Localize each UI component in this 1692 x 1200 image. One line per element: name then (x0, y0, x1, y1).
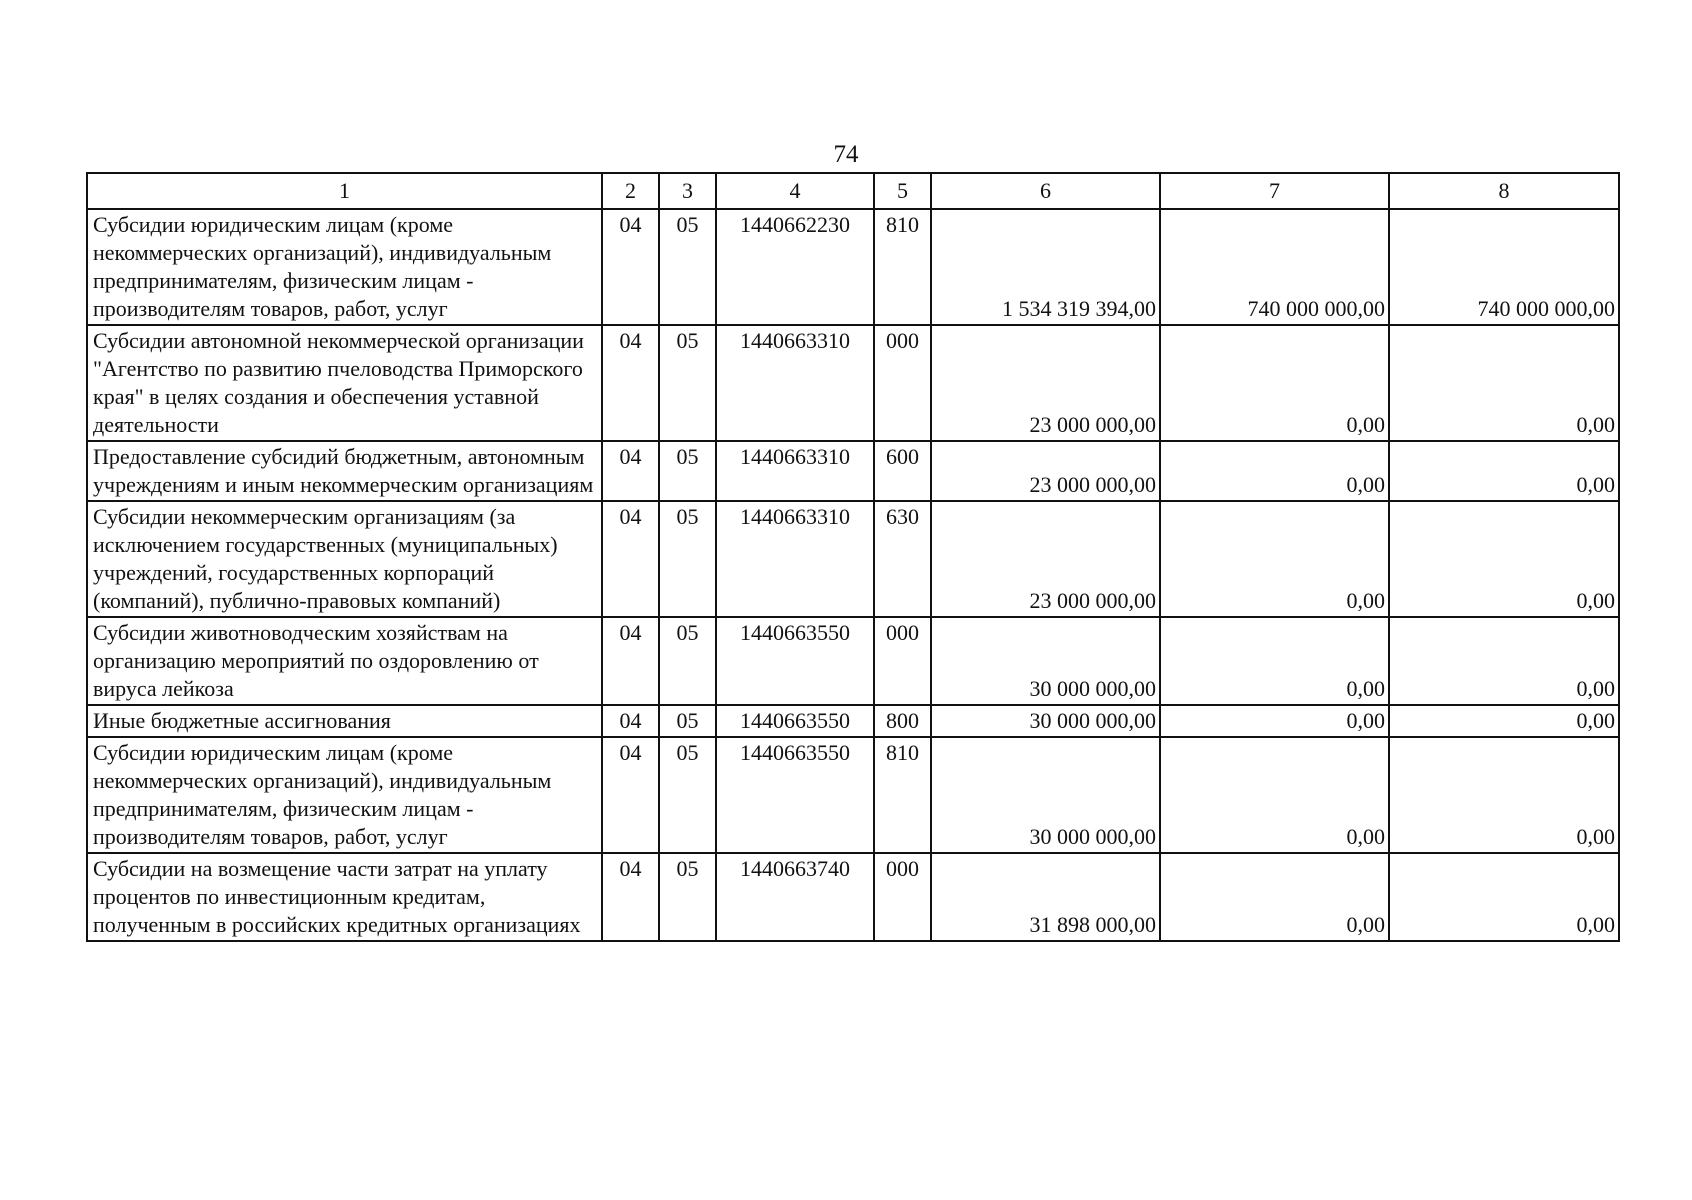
row-target-code: 1440663310 (716, 501, 874, 617)
row-section: 04 (602, 441, 659, 501)
row-amount-7: 0,00 (1160, 737, 1389, 853)
table-row (87, 617, 1619, 705)
row-section: 04 (602, 501, 659, 617)
table-row (87, 501, 1619, 617)
header-cell-8: 8 (1389, 173, 1619, 209)
row-subsection: 05 (659, 705, 716, 737)
table-row (87, 737, 1619, 853)
row-expense-type: 600 (874, 441, 931, 501)
row-name: Субсидии животноводческим хозяйствам на организацию мероприятий по оздоровлению от вируса лейкоза (87, 617, 602, 705)
row-expense-type: 630 (874, 501, 931, 617)
row-target-code: 1440663550 (716, 705, 874, 737)
row-expense-type: 000 (874, 617, 931, 705)
row-amount-8: 0,00 (1389, 501, 1619, 617)
row-amount-6: 23 000 000,00 (931, 325, 1160, 441)
row-subsection: 05 (659, 325, 716, 441)
row-amount-6: 1 534 319 394,00 (931, 209, 1160, 325)
row-target-code: 1440662230 (716, 209, 874, 325)
row-amount-6: 23 000 000,00 (931, 441, 1160, 501)
row-target-code: 1440663310 (716, 441, 874, 501)
row-amount-6: 30 000 000,00 (931, 705, 1160, 737)
row-subsection: 05 (659, 441, 716, 501)
row-expense-type: 810 (874, 209, 931, 325)
row-name: Субсидии некоммерческим организациям (за исключением государственных (муниципальных) учреждений, государственных корпораций (компаний), публично-правовых компаний) (87, 501, 602, 617)
row-amount-7: 0,00 (1160, 853, 1389, 941)
table-row (87, 325, 1619, 441)
row-target-code: 1440663310 (716, 325, 874, 441)
row-subsection: 05 (659, 209, 716, 325)
row-amount-7: 0,00 (1160, 501, 1389, 617)
header-cell-2: 2 (602, 173, 659, 209)
row-section: 04 (602, 853, 659, 941)
row-target-code: 1440663550 (716, 737, 874, 853)
table-row (87, 209, 1619, 325)
row-expense-type: 800 (874, 705, 931, 737)
row-target-code: 1440663740 (716, 853, 874, 941)
table-row (87, 441, 1619, 501)
row-amount-6: 23 000 000,00 (931, 501, 1160, 617)
row-subsection: 05 (659, 737, 716, 853)
row-amount-7: 740 000 000,00 (1160, 209, 1389, 325)
header-cell-7: 7 (1160, 173, 1389, 209)
row-expense-type: 000 (874, 325, 931, 441)
table-row (87, 705, 1619, 737)
row-amount-8: 0,00 (1389, 705, 1619, 737)
row-name: Субсидии юридическим лицам (кроме некоммерческих организаций), индивидуальным предпринимателям, физическим лицам - производителям товаров, работ, услуг (87, 209, 602, 325)
row-section: 04 (602, 617, 659, 705)
header-cell-1: 1 (87, 173, 602, 209)
row-section: 04 (602, 705, 659, 737)
row-expense-type: 000 (874, 853, 931, 941)
row-subsection: 05 (659, 853, 716, 941)
row-amount-7: 0,00 (1160, 617, 1389, 705)
header-cell-3: 3 (659, 173, 716, 209)
row-name: Субсидии автономной некоммерческой организации "Агентство по развитию пчеловодства Приморского края" в целях создания и обеспечения уставной деятельности (87, 325, 602, 441)
row-subsection: 05 (659, 617, 716, 705)
row-amount-8: 740 000 000,00 (1389, 209, 1619, 325)
row-name: Субсидии на возмещение части затрат на уплату процентов по инвестиционным кредитам, полученным в российских кредитных организациях (87, 853, 602, 941)
row-target-code: 1440663550 (716, 617, 874, 705)
row-name: Иные бюджетные ассигнования (87, 705, 602, 737)
table-row (87, 853, 1619, 941)
row-section: 04 (602, 325, 659, 441)
page-number: 74 (833, 141, 859, 168)
row-amount-8: 0,00 (1389, 853, 1619, 941)
row-amount-8: 0,00 (1389, 737, 1619, 853)
row-amount-6: 30 000 000,00 (931, 617, 1160, 705)
row-amount-6: 30 000 000,00 (931, 737, 1160, 853)
row-amount-8: 0,00 (1389, 441, 1619, 501)
row-section: 04 (602, 737, 659, 853)
header-cell-4: 4 (716, 173, 874, 209)
row-section: 04 (602, 209, 659, 325)
row-amount-8: 0,00 (1389, 617, 1619, 705)
header-cell-6: 6 (931, 173, 1160, 209)
header-cell-5: 5 (874, 173, 931, 209)
row-amount-7: 0,00 (1160, 325, 1389, 441)
row-amount-6: 31 898 000,00 (931, 853, 1160, 941)
row-amount-7: 0,00 (1160, 441, 1389, 501)
header-row (87, 173, 1619, 209)
row-expense-type: 810 (874, 737, 931, 853)
row-amount-7: 0,00 (1160, 705, 1389, 737)
row-name: Субсидии юридическим лицам (кроме некоммерческих организаций), индивидуальным предпринимателям, физическим лицам - производителям товаров, работ, услуг (87, 737, 602, 853)
row-name: Предоставление субсидий бюджетным, автономным учреждениям и иным некоммерческим организациям (87, 441, 602, 501)
row-amount-8: 0,00 (1389, 325, 1619, 441)
row-subsection: 05 (659, 501, 716, 617)
budget-table (86, 172, 1620, 942)
